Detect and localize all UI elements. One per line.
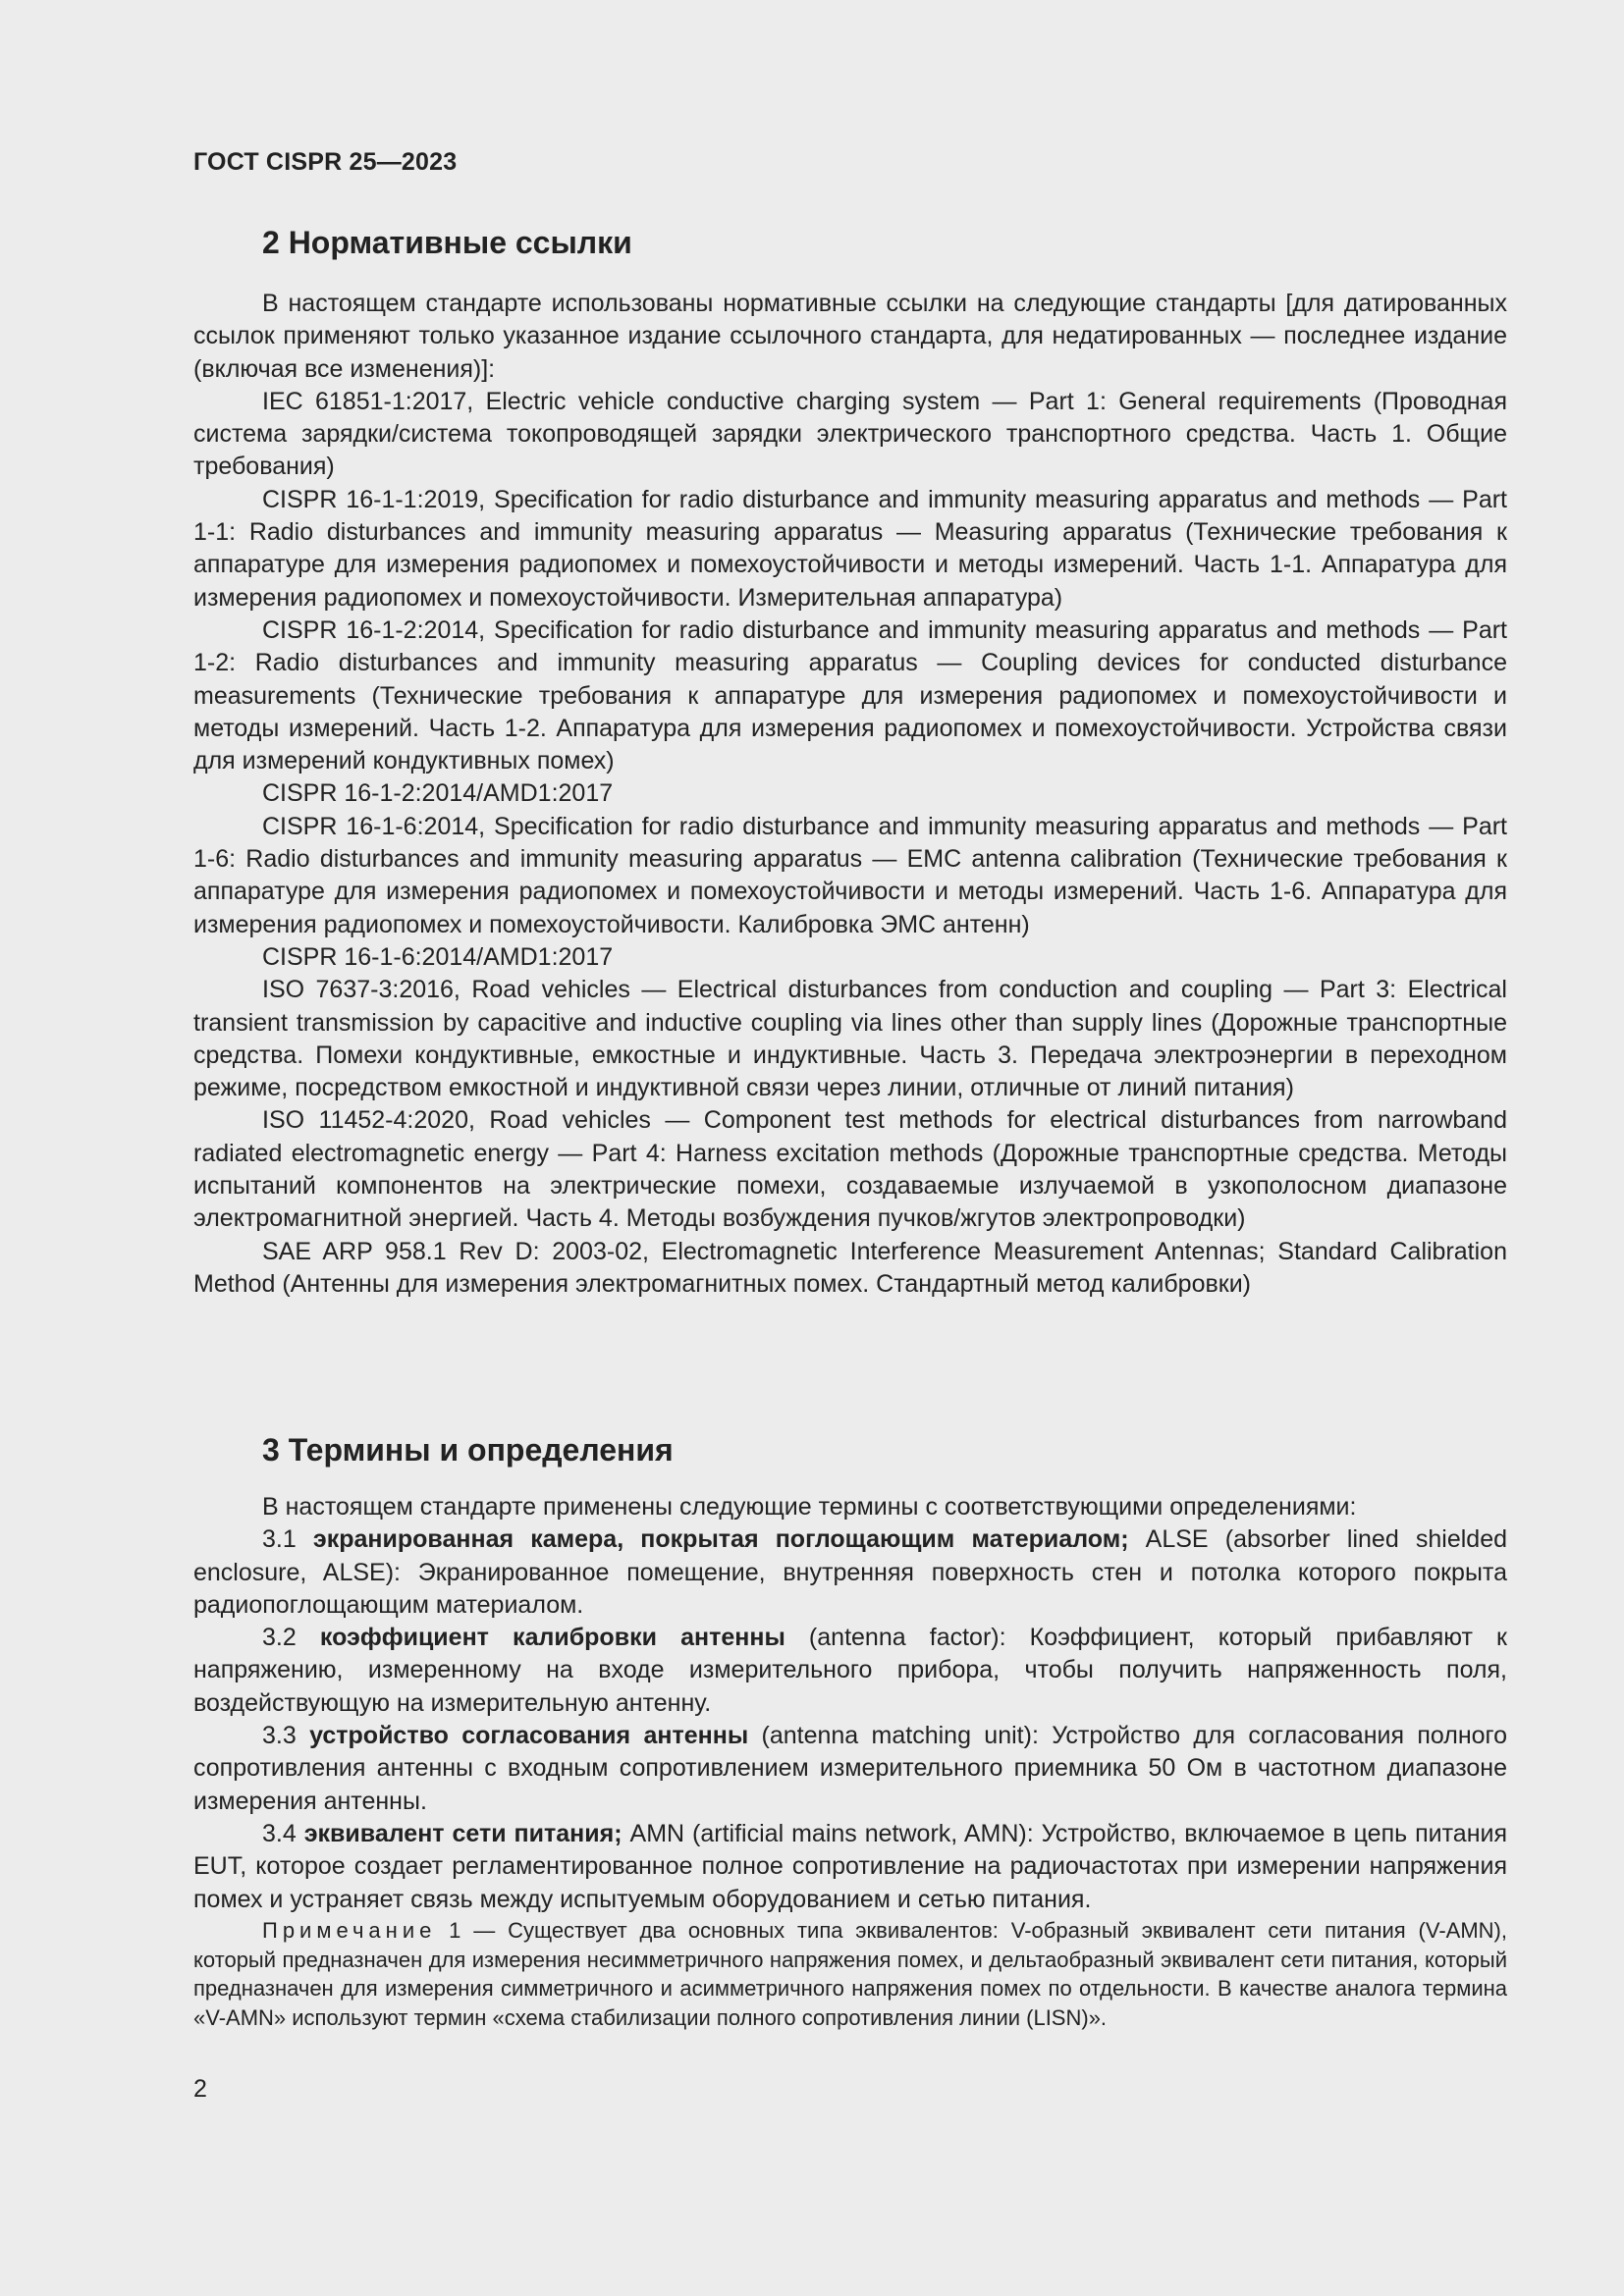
reference-item: SAE ARP 958.1 Rev D: 2003-02, Electromagnetic Interference Measurement Antennas; Standard Calibration Method (Антенны для измерения электромагнитных помех. Стандартный метод калибровки) — [193, 1237, 1507, 1298]
reference-item: CISPR 16-1-6:2014, Specification for radio disturbance and immunity measuring apparatus and methods — Part 1-6: Radio disturbances and immunity measuring apparatus — EMC antenna calibration (Технические требования к аппаратуре для измерения радиопомех и помехоустойчивости и методы измерений. Часть 1-6. Аппаратура для измерения радиопомех и помехоустойчивости. Калибровка ЭМС антенн) — [193, 812, 1507, 938]
reference-item: CISPR 16-1-1:2019, Specification for radio disturbance and immunity measuring apparatus and methods — Part 1-1: Radio disturbances and immunity measuring apparatus — Measuring apparatus (Технические требования к аппаратуре для измерения радиопомех и помехоустойчивости и методы измерений. Часть 1-1. Аппаратура для измерения радиопомех и помехоустойчивости. Измерительная аппаратура) — [193, 485, 1507, 612]
reference-item: ISO 11452-4:2020, Road vehicles — Component test methods for electrical disturbances from narrowband radiated electromagnetic energy — Part 4: Harness excitation methods (Дорожные транспортные средства. Методы испытаний компонентов на электрические помехи, создаваемые излучаемой в узкополосном диапазоне электромагнитной энергией. Часть 4. Методы возбуждения пучков/жгутов электропроводки) — [193, 1106, 1507, 1233]
term-number: 3.3 — [262, 1722, 310, 1750]
reference-item: CISPR 16-1-2:2014/AMD1:2017 — [262, 779, 614, 808]
term-name: эквивалент сети питания; — [303, 1819, 623, 1847]
term-number: 3.1 — [262, 1525, 313, 1554]
note-text: 1 — Существует два основных типа эквивалентов: V-образный эквивалент сети питания (V-AMN), который предназначен для измерения несимметричного напряжения помех, и дельтаобразный эквивалент сети питания, который предназначен для измерения симметричного и асимметричного напряжения помех по отдельности. В качестве аналога термина «V-AMN» используют термин «схема стабилизации полного сопротивления линии (LISN)». — [193, 1918, 1507, 2030]
term-text: (antenna matching unit): Устройство для согласования полного сопротивления антенны с входным сопротивлением измерительного приемника 50 Ом в частотном диапазоне измерения антенны. — [193, 1722, 1508, 1815]
section-3-body — [193, 1491, 1507, 1916]
term-definition — [193, 1622, 1507, 1720]
note-label: Примечание — [262, 1918, 437, 1943]
term-text: AMN (artificial mains network, AMN): Устройство, включаемое в цепь питания EUT, которое создает регламентированное полное сопротивление на радиочастотах при измерении напряжения помех и устраняет связь между испытуемым оборудованием и сетью питания. — [193, 1819, 1508, 1913]
page-number: 2 — [193, 2075, 207, 2103]
note-block — [193, 1916, 1507, 2032]
note-paragraph — [193, 1916, 1507, 2032]
term-number: 3.4 — [262, 1819, 304, 1847]
term-definition — [193, 1818, 1507, 1916]
term-text: (antenna factor): Коэффициент, который прибавляют к напряжению, измеренному на входе измерительного прибора, чтобы получить напряженность поля, воздействующую на измерительную антенну. — [193, 1624, 1507, 1717]
reference-item: ISO 7637-3:2016, Road vehicles — Electrical disturbances from conduction and coupling — Part 3: Electrical transient transmission by capacitive and inductive coupling via lines other than supply lines (Дорожные транспортные средства. Помехи кондуктивные, емкостные и индуктивные. Часть 3. Передача электроэнергии в переходном режиме, посредством емкостной и индуктивной связи через линии, отличные от линий питания) — [193, 976, 1507, 1102]
term-number: 3.2 — [262, 1624, 320, 1652]
term-definition — [193, 1523, 1507, 1622]
term-name: устройство согласования антенны — [309, 1722, 749, 1750]
term-name: экранированная камера, покрытая поглощающим материалом; — [312, 1525, 1129, 1554]
reference-item: CISPR 16-1-2:2014, Specification for radio disturbance and immunity measuring apparatus and methods — Part 1-2: Radio disturbances and immunity measuring apparatus — Coupling devices for conducted disturbance measurements (Технические требования к аппаратуре для измерения радиопомех и помехоустойчивости и методы измерений. Часть 1-2. Аппаратура для измерения радиопомех и помехоустойчивости. Устройства связи для измерений кондуктивных помех) — [193, 615, 1507, 775]
term-definition — [193, 1720, 1507, 1818]
section-3-intro: В настоящем стандарте применены следующие термины с соответствующими определениями: — [262, 1493, 1357, 1521]
term-text: ALSE (absorber lined shielded enclosure, ALSE): Экранированное помещение, внутренняя поверхность стен и потолка которого покрыта радиопоглощающим материалом. — [193, 1525, 1508, 1619]
term-name: коэффициент калибровки антенны — [319, 1624, 785, 1652]
reference-item: IEC 61851-1:2017, Electric vehicle conductive charging system — Part 1: General requirements (Проводная система зарядки/система токопроводящей зарядки электрического транспортного средства. Часть 1. Общие требования) — [193, 387, 1507, 481]
section-2-body — [193, 288, 1507, 1301]
document-header: ГОСТ CISPR 25—2023 — [193, 148, 458, 176]
section-2-title: 2 Нормативные ссылки — [262, 225, 632, 260]
reference-item: CISPR 16-1-6:2014/AMD1:2017 — [262, 942, 614, 971]
section-2-intro: В настоящем стандарте использованы нормативные ссылки на следующие стандарты [для датированных ссылок применяют только указанное издание ссылочного стандарта, для недатированных — последнее издание (включая все изменения)]: — [193, 290, 1507, 383]
section-3-title: 3 Термины и определения — [262, 1432, 674, 1468]
